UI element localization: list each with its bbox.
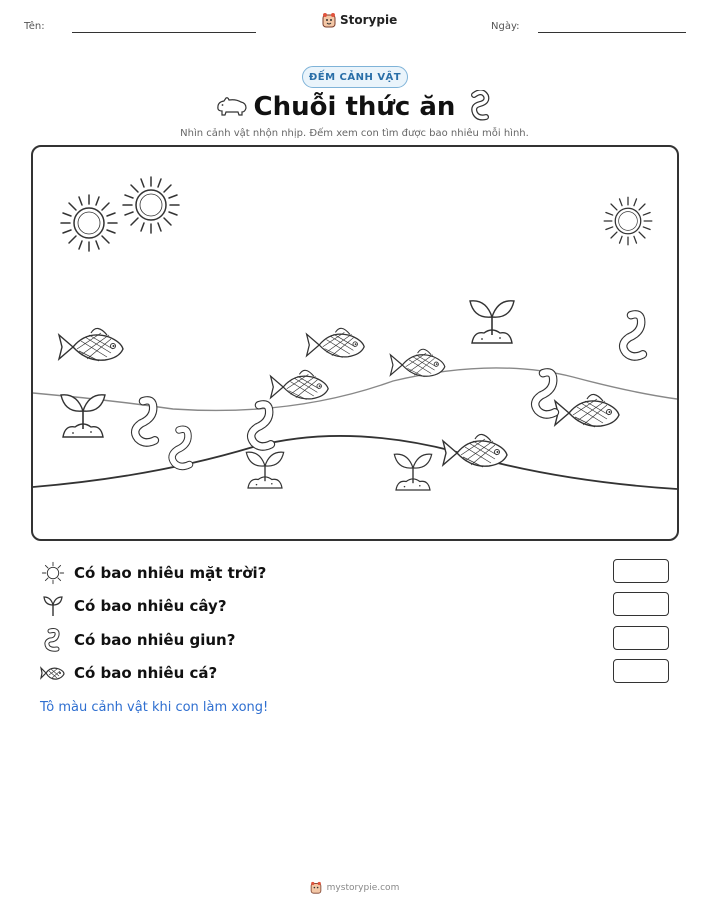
brand-name: Storypie [340,13,398,27]
worm-3 [172,429,189,466]
page-title: Chuỗi thức ăn [253,92,456,122]
counting-scene [31,145,679,541]
question-text: Có bao nhiêu giun? [74,631,236,649]
footer [0,881,709,894]
worm-2 [135,400,155,442]
fish-6 [443,434,507,467]
plant-4 [394,454,431,490]
question-worms [40,628,235,652]
fish-5 [555,394,619,427]
worm-4 [251,404,271,446]
question-text: Có bao nhiêu cây? [74,597,227,615]
worm-5 [535,372,555,414]
coloring-note: Tô màu cảnh vật khi con làm xong! [40,700,269,715]
plant-1 [470,301,514,343]
question-text: Có bao nhiêu mặt trời? [74,564,267,582]
sun-3 [604,197,652,245]
storypie-logo-icon [310,881,322,894]
instructions: Nhìn cảnh vật nhộn nhịp. Đếm xem con tìm được bao nhiêu mỗi hình. [180,128,529,139]
answer-box-fish[interactable] [613,659,669,683]
sun-2 [123,177,179,233]
plant-2 [61,395,105,437]
ground-line-lower [33,436,677,489]
fish-2 [307,328,365,357]
date-label: Ngày: [491,21,520,32]
footer-url: mystorypie.com [326,882,400,893]
worm-icon [468,90,492,122]
question-suns [40,561,266,585]
storypie-logo-icon [322,12,336,28]
name-label: Tên: [24,21,45,32]
answer-box-suns[interactable] [613,559,669,583]
fish-icon [40,661,66,685]
answer-box-worms[interactable] [613,626,669,650]
answer-box-plants[interactable] [613,592,669,616]
question-text: Có bao nhiêu cá? [74,664,218,682]
plant-3 [246,452,283,488]
question-plants [40,594,227,618]
question-fish [40,661,217,685]
brand-logo [322,12,397,28]
fish-4 [390,349,444,377]
bear-icon [214,95,248,117]
worm-1 [623,314,643,356]
sun-1 [61,195,117,251]
date-line[interactable] [538,32,686,33]
sun-icon [40,561,66,585]
category-badge: ĐẾM CẢNH VẬT [302,66,408,88]
fish-1 [59,328,123,361]
plant-icon [40,594,66,618]
scene-drawing [33,147,677,539]
name-line[interactable] [72,32,256,33]
fish-3 [271,370,329,399]
worm-icon [40,628,66,652]
